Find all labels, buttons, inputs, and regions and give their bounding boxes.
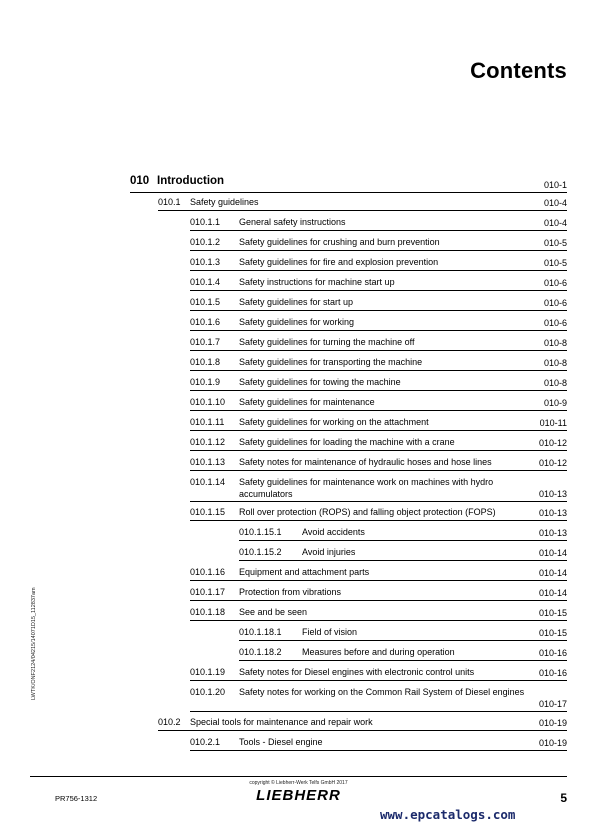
toc-number: 010.1 [158, 197, 181, 207]
toc-entry-010-1-12[interactable] [190, 434, 567, 451]
toc-entry-010-1-3[interactable] [190, 254, 567, 271]
toc-page: 010-6 [543, 318, 567, 328]
toc-title: Field of vision [302, 627, 358, 637]
toc-title: Introduction [157, 175, 225, 187]
toc-page: 010-1 [543, 180, 567, 190]
toc-number: 010.1.18.1 [239, 627, 282, 637]
toc-number: 010.2.1 [190, 737, 221, 747]
toc-entry-010-1-18[interactable] [190, 604, 567, 621]
toc-page: 010-17 [538, 699, 567, 709]
toc-entry-010-1-8[interactable] [190, 354, 567, 371]
toc-page: 010-8 [543, 338, 567, 348]
toc-number: 010.1.11 [190, 417, 225, 427]
toc-title: Safety guidelines for crushing and burn prevention [239, 237, 440, 247]
toc-entry-010-1-20[interactable] [190, 684, 567, 712]
toc-entry-010-1-15-1[interactable] [239, 524, 567, 541]
toc-title: Tools - Diesel engine [239, 737, 323, 747]
toc-number: 010.1.15 [190, 507, 226, 517]
toc-title: Safety instructions for machine start up [239, 277, 395, 287]
toc-number: 010.1.8 [190, 357, 221, 367]
toc-title: Safety guidelines for start up [239, 297, 354, 307]
toc-page: 010-13 [538, 508, 567, 518]
toc-number: 010.1.18 [190, 607, 226, 617]
toc-number: 010.1.13 [190, 457, 226, 467]
toc-entry-010-1-1[interactable] [190, 214, 567, 231]
toc-title: Safety guidelines for loading the machine with a crane [239, 437, 455, 447]
toc-title: Safety notes for working on the Common Rail System of Diesel engines [239, 687, 525, 697]
toc-number: 010.1.16 [190, 567, 226, 577]
toc-title: Safety guidelines for fire and explosion prevention [239, 257, 439, 267]
toc-number: 010.1.17 [190, 587, 226, 597]
toc-page: 010-16 [538, 668, 567, 678]
toc-number: 010.1.15.2 [239, 547, 282, 557]
toc-title: Safety guidelines for maintenance work on machines with hydro accumulators [239, 477, 494, 499]
toc-page: 010-15 [538, 628, 567, 638]
toc-page: 010-4 [543, 218, 567, 228]
toc-number: 010.1.14 [190, 477, 226, 487]
toc-entry-010-1-18-1[interactable] [239, 624, 567, 641]
toc-number: 010.1.9 [190, 377, 221, 387]
toc-page: 010-14 [538, 588, 567, 598]
toc-entry-010-1-14[interactable] [190, 474, 567, 502]
toc-title: Avoid injuries [302, 547, 356, 557]
toc-entry-010-1-16[interactable] [190, 564, 567, 581]
toc-entry-010-1-9[interactable] [190, 374, 567, 391]
toc-entry-010-1-15[interactable] [190, 504, 567, 521]
toc-page: 010-6 [543, 278, 567, 288]
toc-entry-010-1-17[interactable] [190, 584, 567, 601]
toc-page: 010-19 [538, 718, 567, 728]
toc-page: 010-11 [539, 418, 567, 428]
toc-page: 010-14 [538, 548, 567, 558]
toc-page: 010-16 [538, 648, 567, 658]
toc-page: 010-12 [538, 438, 567, 448]
page-number: 5 [560, 791, 567, 805]
toc-number: 010.1.2 [190, 237, 221, 247]
toc-entry-010-1-2[interactable] [190, 234, 567, 251]
toc-number: 010.1.18.2 [239, 647, 282, 657]
toc-title: Safety notes for Diesel engines with electronic control units [239, 667, 475, 677]
toc-entry-010-1[interactable] [158, 194, 567, 211]
toc-page: 010-13 [538, 528, 567, 538]
copyright-notice: copyright © Liebherr-Werk Telfs GmbH 2017 [249, 780, 348, 786]
toc-title: Safety guidelines for working [239, 317, 355, 327]
page-title: Contents [470, 58, 567, 83]
toc-entry-010-1-4[interactable] [190, 274, 567, 291]
toc-number: 010.1.4 [190, 277, 221, 287]
toc-entry-010-2-1[interactable] [190, 734, 567, 751]
toc-page: 010-13 [538, 489, 567, 499]
toc-title: General safety instructions [239, 217, 346, 227]
toc-number: 010.1.20 [190, 687, 226, 697]
toc-page: 010-19 [538, 738, 567, 748]
toc-title: Safety notes for maintenance of hydraulic hoses and hose lines [239, 457, 492, 467]
toc-entry-010-1-19[interactable] [190, 664, 567, 681]
toc-number: 010.1.1 [190, 217, 221, 227]
toc-number: 010.1.7 [190, 337, 221, 347]
toc-title: See and be seen [239, 607, 308, 617]
toc-title: Safety guidelines [190, 197, 259, 207]
side-document-code: LWTK/ONF2124/04215/14071D15_112837am [31, 587, 37, 700]
toc-title: Equipment and attachment parts [239, 567, 370, 577]
toc-title: Safety guidelines for maintenance [239, 397, 375, 407]
toc-entry-010-1-7[interactable] [190, 334, 567, 351]
toc-number: 010.1.5 [190, 297, 221, 307]
toc-entry-010-1-6[interactable] [190, 314, 567, 331]
toc-page: 010-4 [543, 198, 567, 208]
toc-page: 010-8 [543, 358, 567, 368]
toc-number: 010.1.3 [190, 257, 221, 267]
document-code: PR756-1312 [55, 794, 98, 803]
toc-page: 010-8 [543, 378, 567, 388]
toc-number: 010.1.6 [190, 317, 221, 327]
toc-title: Roll over protection (ROPS) and falling object protection (FOPS) [239, 507, 496, 517]
toc-entry-010-1-11[interactable] [190, 414, 567, 431]
toc-page: 010-6 [543, 298, 567, 308]
toc-entry-010-1-15-2[interactable] [239, 544, 567, 561]
toc-page: 010-15 [538, 608, 567, 618]
toc-number: 010 [130, 175, 150, 187]
toc-entry-010-1-5[interactable] [190, 294, 567, 311]
toc-title: Safety guidelines for working on the attachment [239, 417, 429, 427]
toc-number: 010.1.19 [190, 667, 226, 677]
brand-logo: LIEBHERR [256, 787, 341, 804]
toc-entry-010-1-18-2[interactable] [239, 644, 567, 661]
toc-entry-010-1-10[interactable] [190, 394, 567, 411]
toc-number: 010.2 [158, 717, 181, 727]
toc-title: Protection from vibrations [239, 587, 342, 597]
toc-title: Safety guidelines for transporting the machine [239, 357, 423, 367]
toc-number: 010.1.15.1 [239, 527, 282, 537]
toc-number: 010.1.12 [190, 437, 226, 447]
toc-entry-010-1-13[interactable] [190, 454, 567, 471]
toc-title: Safety guidelines for turning the machine off [239, 337, 415, 347]
footer-divider [30, 776, 567, 777]
toc-page: 010-14 [538, 568, 567, 578]
toc-title: Safety guidelines for towing the machine [239, 377, 401, 387]
toc-title: Special tools for maintenance and repair work [190, 717, 373, 727]
toc-page: 010-5 [543, 238, 567, 248]
toc-page: 010-9 [543, 398, 567, 408]
toc-number: 010.1.10 [190, 397, 226, 407]
toc-title: Avoid accidents [302, 527, 365, 537]
toc-entry-010[interactable] [130, 174, 567, 193]
toc-page: 010-12 [538, 458, 567, 468]
toc-title: Measures before and during operation [302, 647, 455, 657]
toc-entry-010-2[interactable] [158, 714, 567, 731]
toc-page: 010-5 [543, 258, 567, 268]
watermark-link[interactable]: www.epcatalogs.com [380, 807, 516, 822]
